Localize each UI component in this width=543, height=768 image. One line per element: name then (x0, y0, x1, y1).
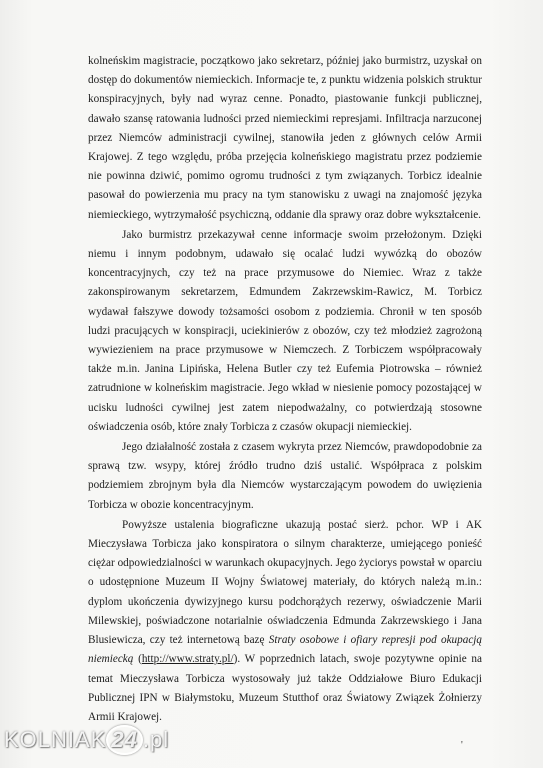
straty-link[interactable]: http://www.straty.pl/ (141, 653, 234, 666)
paragraph-4 (88, 516, 482, 727)
paragraph-4-text-c: ). W poprzednich latach, swoje pozytywne opinie na temat Mieczysława Torbicza wystosowały już także Oddziałowe Biuro Edukacji Publicznej IPN w Białymstoku, Muzeum Stutthof oraz Światowy Związek Żołnierzy Armii Krajowej. (88, 653, 482, 723)
paragraph-4-text-b: ( (133, 653, 142, 666)
paragraph-2: Jako burmistrz przekazywał cenne informacje swoim przełożonym. Dzięki niemu i innym podobnym, udawało się ocalać ludzi wywózką do obozów koncentracyjnych, czy też na prace przymusowe do Niemiec. Wraz z także zakonspirowanym sekretarzem, Edmundem Zakrzewskim-Rawicz, M. Torbicz wydawał fałszywe dowody tożsamości osobom z podziemia. Chronił w ten sposób ludzi pracujących w konspiracji, uciekinierów z obozów, czy też młodzież zagrożoną wywiezieniem na prace przymusowe w Niemczech. Z Torbiczem współpracowały także m.in. Janina Lipińska, Helena Butler czy też Eufemia Piotrowska – również zatrudnione w kolneńskim magistracie. Jego wkład w niesienie pomocy pozostającej w ucisku ludności cywilnej jest zatem niepodważalny, co potwierdzają stosowne oświadczenia osób, które znały Torbicza z czasów okupacji niemieckiej. (88, 228, 482, 433)
stray-mark: ' (461, 740, 463, 751)
watermark-suffix: .pl (142, 727, 170, 752)
paragraph-1: kolneńskim magistracie, początkowo jako sekretarz, później jako burmistrz, uzyskał on dostęp do dokumentów niemieckich. Informacje te, z punktu widzenia polskich struktur konspiracyjnych, były nad wyraz cenne. Ponadto, piastowanie funkcji publicznej, dawało szansę ratowania ludności przed niemieckimi represjami. Infiltracja narzuconej przez Niemców administracji cywilnej, stanowiła jeden z głównych celów Armii Krajowej. Z tego względu, próba przejęcia kolneńskiego magistratu przez podziemie nie powinna dziwić, pomimo ogromu trudności z tym związanych. Torbicz idealnie pasował do powierzenia mu pracy na tym stanowisku z uwagi na znajomość języka niemieckiego, wytrzymałość psychiczną, oddanie dla sprawy oraz dobre wykształcenie. (88, 55, 482, 221)
watermark-number: 24 (106, 725, 142, 755)
paragraph-3: Jego działalność została z czasem wykryta przez Niemców, prawdopodobnie za sprawą tzw. wsypy, której źródło trudno dziś ustalić. Współpraca z polskim podziemiem zbrojnym była dla Niemców wystarczającym powodem do uwięzienia Torbicza w obozie koncentracyjnym. (88, 441, 482, 511)
watermark-text: KOLNIAK (4, 727, 107, 752)
database-name: Straty osobowe i ofiary represji pod okupacją niemiecką (88, 634, 482, 666)
paragraph-4-text-a: Powyższe ustalenia biograficzne ukazują postać sierż. pchor. WP i AK Mieczysława Torbicza jako konspiratora o silnym charakterze, umiejącego ponieść ciężar odpowiedzialności w warunkach okupacyjnych. Jego życiorys powstał w oparciu o udostępnione Muzeum II Wojny Światowej materiały, do których należą m.in.: dyplom ukończenia dywizyjnego kursu podchorążych rezerwy, oświadczenie Marii Milewskiej, poświadczone notarialnie oświadczenia Edmunda Zakrzewskiego i Jana Blusiewicza, czy też internetową bazę (88, 518, 482, 647)
body-text (88, 52, 482, 727)
kolniak24-watermark (4, 725, 169, 755)
